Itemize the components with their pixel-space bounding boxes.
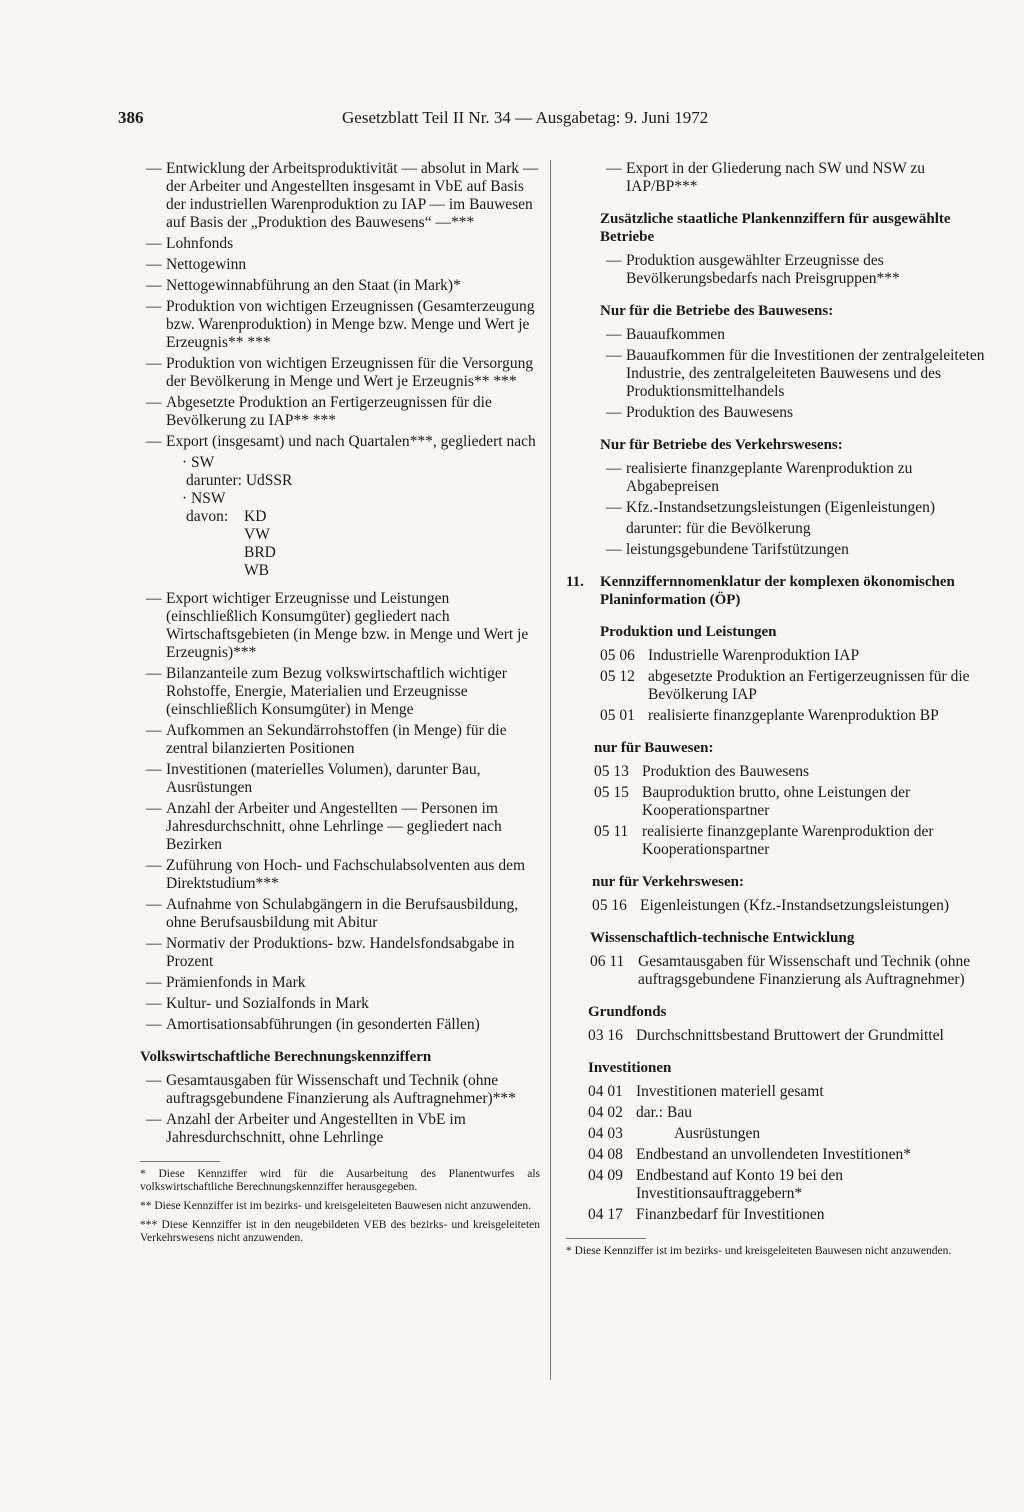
list-item: — Anzahl der Arbeiter und Angestellten — Personen im Jahresdurchschnitt, ohne Lehrlinge — gegliedert nach Bezirken bbox=[146, 800, 502, 853]
footnote: ** Diese Kennziffer ist im bezirks- und kreisgeleiteten Bauwesen nicht anzuwenden. bbox=[140, 1200, 531, 1212]
list-item-sub: darunter: für die Bevölkerung bbox=[626, 520, 811, 537]
list-item: — Bauaufkommen bbox=[606, 326, 726, 343]
davon-label: davon: bbox=[186, 508, 229, 525]
export-nsw-davon bbox=[186, 508, 540, 580]
davon-item: BRD bbox=[244, 544, 276, 561]
code-row: 05 06 Industrielle Warenproduktion IAP bbox=[600, 647, 860, 664]
code-row: 04 17 Finanzbedarf für Investitionen bbox=[588, 1206, 825, 1223]
code-row: 05 01 realisierte finanzgeplante Warenproduktion BP bbox=[600, 707, 939, 724]
davon-item: WB bbox=[244, 562, 269, 579]
code-row: 05 16 Eigenleistungen (Kfz.-Instandsetzungsleistungen) bbox=[592, 897, 950, 914]
davon-item: KD bbox=[244, 508, 267, 525]
list-item: — Aufkommen an Sekundärrohstoffen (in Menge) für die zentral bilanzierten Positionen bbox=[146, 722, 507, 757]
list-item: — Export in der Gliederung nach SW und NSW zu IAP/BP*** bbox=[606, 160, 926, 195]
section-heading: Volkswirtschaftliche Berechnungskennziffern bbox=[140, 1049, 432, 1065]
section-title: Kennziffernnomenklatur der komplexen ökonomischen Planinformation (ÖP) bbox=[600, 574, 955, 608]
section-number: 11. bbox=[566, 574, 584, 590]
code-row: 04 02 dar.: Bau bbox=[588, 1104, 692, 1121]
list-item: — Abgesetzte Produktion an Fertigerzeugnissen für die Bevölkerung zu IAP** *** bbox=[146, 394, 492, 429]
list-item: — Zuführung von Hoch- und Fachschulabsolventen aus dem Direktstudium*** bbox=[146, 857, 526, 892]
list-item: — Bilanzanteile zum Bezug volkswirtschaftlich wichtiger Rohstoffe, Energie, Materialien und Erzeugnisse (einschließlich Konsumgüter) in Menge bbox=[146, 665, 507, 718]
section-heading: nur für Bauwesen: bbox=[594, 740, 714, 756]
list-item: — leistungsgebundene Tarifstützungen bbox=[606, 541, 849, 558]
section-heading: Wissenschaftlich-technische Entwicklung bbox=[590, 930, 855, 946]
export-sw: · SW bbox=[182, 454, 215, 471]
section-heading: Nur für Betriebe des Verkehrswesens: bbox=[600, 437, 843, 453]
footnote-rule bbox=[566, 1238, 646, 1239]
section-heading: Zusätzliche staatliche Plankennziffern für ausgewählte Betriebe bbox=[600, 211, 951, 245]
section-11-heading bbox=[566, 573, 992, 609]
list-item: — Amortisationsabführungen (in gesonderten Fällen) bbox=[146, 1016, 480, 1033]
list-item: — Produktion ausgewählter Erzeugnisse des Bevölkerungsbedarfs nach Preisgruppen*** bbox=[606, 252, 900, 287]
code-row: 05 12 abgesetzte Produktion an Fertigerzeugnissen für die Bevölkerung IAP bbox=[600, 668, 970, 703]
page-title: Gesetzblatt Teil II Nr. 34 — Ausgabetag: 9. Juni 1972 bbox=[342, 108, 709, 127]
footnote-rule bbox=[140, 1161, 220, 1162]
davon-item: VW bbox=[244, 526, 270, 543]
code-row: 05 15 Bauproduktion brutto, ohne Leistungen der Kooperationspartner bbox=[594, 784, 911, 819]
list-item: — Lohnfonds bbox=[146, 235, 234, 252]
column-divider bbox=[550, 160, 551, 1380]
list-item: — Produktion von wichtigen Erzeugnissen (Gesamterzeugung bzw. Warenproduktion) in Menge bzw. Menge und Wert je Erzeugnis** *** bbox=[146, 298, 535, 351]
export-nsw: · NSW bbox=[182, 490, 226, 507]
list-item: — Normativ der Produktions- bzw. Handelsfondsabgabe in Prozent bbox=[146, 935, 515, 970]
code-row: 04 03 Ausrüstungen bbox=[588, 1125, 761, 1142]
code-row: 04 08 Endbestand an unvollendeten Investitionen* bbox=[588, 1146, 912, 1163]
list-item: — Anzahl der Arbeiter und Angestellten in VbE im Jahresdurchschnitt, ohne Lehrlinge bbox=[146, 1111, 466, 1146]
list-item: — realisierte finanzgeplante Warenproduktion zu Abgabepreisen bbox=[606, 460, 913, 495]
export-sw-darunter: darunter: UdSSR bbox=[186, 472, 293, 489]
list-item: — Export wichtiger Erzeugnisse und Leistungen (einschließlich Konsumgüter) gegliedert nach Wirtschaftsgebieten (in Menge bzw. in Menge und Wert je Erzeugnis)*** bbox=[146, 590, 529, 661]
list-item: — Investitionen (materielles Volumen), darunter Bau, Ausrüstungen bbox=[146, 761, 481, 796]
right-column bbox=[566, 160, 992, 1258]
code-row: 05 13 Produktion des Bauwesens bbox=[594, 763, 810, 780]
list-item: — Bauaufkommen für die Investitionen der zentralgeleiteten Industrie, des zentralgeleiteten Bauwesens und des Produktionsmittelhandels bbox=[606, 347, 985, 400]
left-column bbox=[140, 160, 540, 1245]
list-item: — Prämienfonds in Mark bbox=[146, 974, 306, 991]
section-heading: Investitionen bbox=[588, 1060, 672, 1076]
code-row: 04 09 Endbestand auf Konto 19 bei den Investitionsauftraggebern* bbox=[588, 1167, 844, 1202]
page-number: 386 bbox=[118, 108, 144, 127]
section-heading: Grundfonds bbox=[588, 1004, 667, 1020]
section-heading: Nur für die Betriebe des Bauwesens: bbox=[600, 303, 834, 319]
list-item: — Nettogewinnabführung an den Staat (in Mark)* bbox=[146, 277, 461, 294]
section-heading: Produktion und Leistungen bbox=[600, 624, 777, 640]
section-heading: nur für Verkehrswesen: bbox=[592, 874, 744, 890]
footnote: * Diese Kennziffer wird für die Ausarbeitung des Planentwurfes als volkswirtschaftliche Berechnungskennziffer herausgegeben. bbox=[140, 1168, 540, 1193]
list-item: — Kfz.-Instandsetzungsleistungen (Eigenleistungen) bbox=[606, 499, 936, 516]
list-item: — Entwicklung der Arbeitsproduktivität — absolut in Mark — der Arbeiter und Angestellten insgesamt in VbE auf Basis der industriellen Warenproduktion zu IAP — im Bauwesen auf Basis der „Produktion des Bauwesens“ —*** bbox=[146, 160, 539, 231]
code-row: 03 16 Durchschnittsbestand Bruttowert der Grundmittel bbox=[588, 1027, 944, 1044]
code-row: 06 11 Gesamtausgaben für Wissenschaft und Technik (ohne auftragsgebundene Finanzierung als Auftragnehmer) bbox=[590, 953, 971, 988]
list-item: — Produktion des Bauwesens bbox=[606, 404, 794, 421]
footnote: *** Diese Kennziffer ist in den neugebildeten VEB des bezirks- und kreisgeleiteten Verkehrswesens nicht anzuwenden. bbox=[140, 1219, 540, 1244]
list-item: — Aufnahme von Schulabgängern in die Berufsausbildung, ohne Berufsausbildung mit Abitur bbox=[146, 896, 519, 931]
code-row: 05 11 realisierte finanzgeplante Warenproduktion der Kooperationspartner bbox=[594, 823, 934, 858]
list-item: — Kultur- und Sozialfonds in Mark bbox=[146, 995, 369, 1012]
list-item: — Gesamtausgaben für Wissenschaft und Technik (ohne auftragsgebundene Finanzierung als Auftragnehmer)*** bbox=[146, 1072, 516, 1107]
list-item: — Produktion von wichtigen Erzeugnissen für die Versorgung der Bevölkerung in Menge und Wert je Erzeugnis** *** bbox=[146, 355, 534, 390]
list-item: — Export (insgesamt) und nach Quartalen***, gegliedert nach bbox=[146, 433, 536, 450]
list-item: — Nettogewinn bbox=[146, 256, 247, 273]
footnote: * Diese Kennziffer ist im bezirks- und kreisgeleiteten Bauwesen nicht anzuwenden. bbox=[566, 1245, 952, 1257]
code-row: 04 01 Investitionen materiell gesamt bbox=[588, 1083, 824, 1100]
